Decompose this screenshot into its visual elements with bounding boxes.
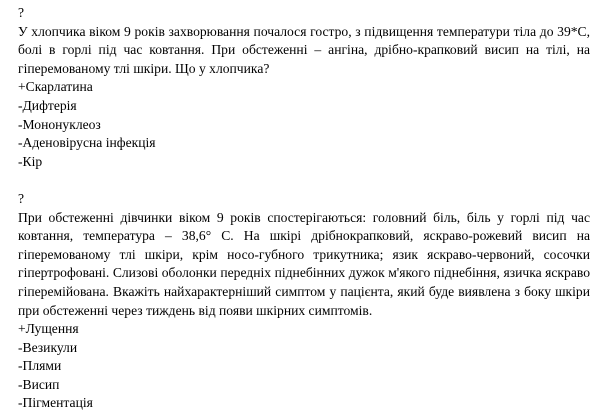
- answer-option: -Пігментація: [18, 395, 93, 411]
- answer-option: -Мононуклеоз: [18, 116, 101, 132]
- question-text: При обстеженні дівчинки віком 9 років спостерігаються: головний біль, біль у горлі під час ковтання, температура – 38,6° С. На шкірі дрібнокрапковий, яскраво-рожевий висип на гіперемованому тлі шкіри, крім носо-губного трикутника; язик яскраво-червоний, сосочки гіпертрофовані. Слизові оболонки передніх піднебінних дужок м'якого піднебіння, язичка яскраво гіперемійована. Вкажіть найхарактерніший симптом у пацієнта, який буде виявлена з боку шкіри при обстеженні через тиждень від появи шкірних симптомів.: [18, 209, 590, 318]
- answer-option: -Аденовірусна інфекція: [18, 135, 156, 151]
- question-marker: ?: [18, 190, 25, 206]
- answer-option: -Дифтерія: [18, 97, 77, 113]
- answer-option: -Висип: [18, 376, 60, 392]
- question-marker: ?: [18, 5, 25, 20]
- question-2: [18, 190, 590, 413]
- answer-option: -Везикули: [18, 339, 78, 355]
- answer-option: -Кір: [18, 153, 43, 169]
- question-1: [18, 4, 590, 171]
- blank-line: [18, 171, 590, 190]
- question-text: У хлопчика віком 9 років захворювання почалося гостро, з підвищення температури тіла до 39*С, болі в горлі під час ковтання. При обстеженні – ангіна, дрібно-крапковий висип на тілі, на гіперемованому тлі шкіри. Що у хлопчика?: [18, 23, 590, 76]
- answer-option: +Лущення: [18, 321, 79, 337]
- answer-option: +Скарлатина: [18, 79, 93, 95]
- answer-option: -Плями: [18, 358, 62, 374]
